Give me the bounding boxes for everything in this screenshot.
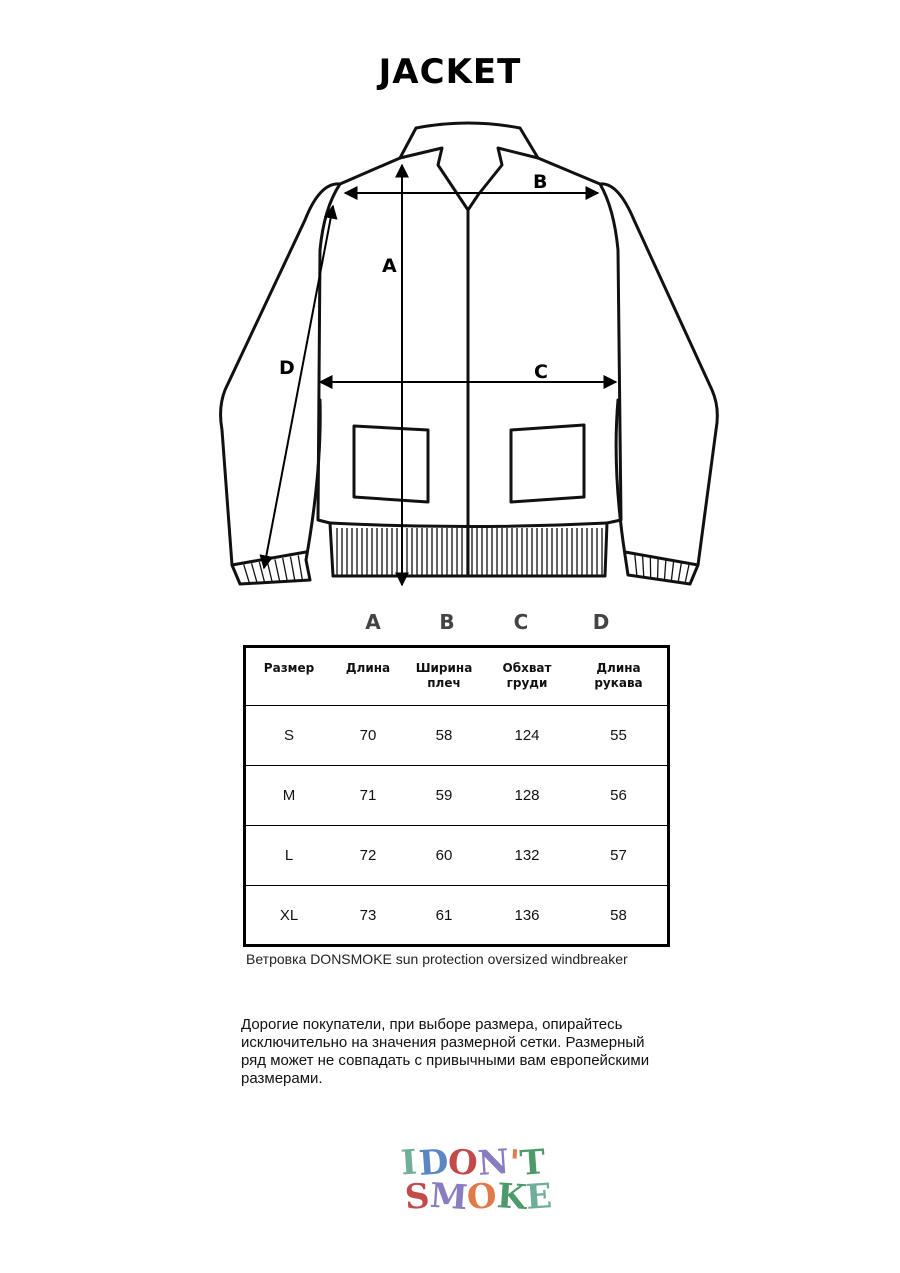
label-a: A xyxy=(382,255,397,277)
table-header-row xyxy=(246,648,667,706)
product-caption: Ветровка DONSMOKE sun protection oversized windbreaker xyxy=(246,951,628,967)
label-d: D xyxy=(279,357,295,379)
header-size: Размер xyxy=(246,648,332,706)
column-letter-d: D xyxy=(592,610,610,634)
table-row: L 72 60 132 57 xyxy=(246,826,667,886)
header-sleeve-length: Длина рукава xyxy=(570,648,667,706)
logo-line-2: SMOKE xyxy=(403,1175,554,1219)
table-row: XL 73 61 136 58 xyxy=(279,906,627,924)
label-c: C xyxy=(534,361,548,383)
table-row: S 70 58 124 55 xyxy=(246,706,667,766)
header-chest: Обхват груди xyxy=(484,648,570,706)
logo-line-1: IDON'T xyxy=(399,1141,547,1185)
column-letters xyxy=(0,610,900,640)
header-shoulder-width: Ширина плеч xyxy=(404,648,484,706)
right-pocket xyxy=(511,425,584,502)
label-b: B xyxy=(533,171,548,193)
left-pocket xyxy=(354,426,428,502)
brand-logo xyxy=(395,1141,554,1222)
page-title: JACKET xyxy=(378,52,522,92)
sizing-note: Дорогие покупатели, при выборе размера, опирайтесь исключительно на значения размерной сетки. Размерный ряд может не совпадать с привычными вам европейскими размерами. xyxy=(241,1016,650,1087)
jacket-diagram xyxy=(0,0,900,600)
size-table xyxy=(243,645,670,947)
column-letter-a: A xyxy=(365,610,381,634)
header-length: Длина xyxy=(332,648,404,706)
column-letter-b: B xyxy=(439,610,455,634)
table-row: M 71 59 128 56 xyxy=(246,766,667,826)
column-letter-c: C xyxy=(513,610,529,634)
